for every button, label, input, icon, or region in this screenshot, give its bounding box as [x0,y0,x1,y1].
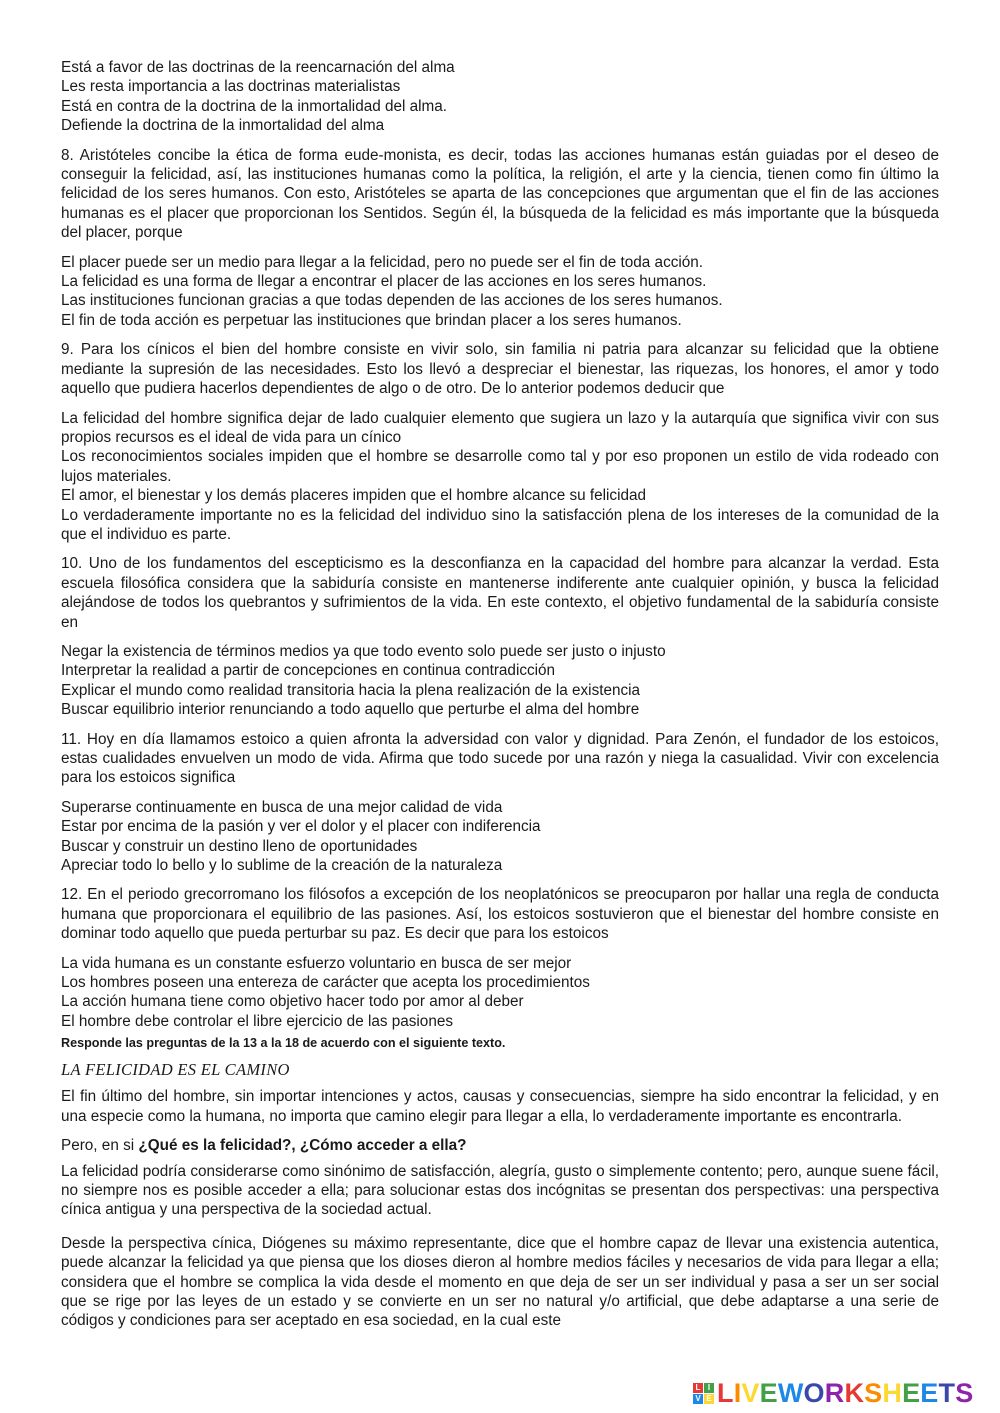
logo-square-letter: L [693,1383,703,1393]
option-d[interactable]: El fin de toda acción es perpetuar las instituciones que brindan placer a los seres humanos. [61,311,682,329]
option-b[interactable]: Los reconocimientos sociales impiden que el hombre se desarrolle como tal y por eso proponen un estilo de vida rodeado con lujos materiales. [61,448,939,485]
brand-letter: L [717,1377,734,1408]
reading-paragraph-1: El fin último del hombre, sin importar intenciones y actos, causas y consecuencias, siempre ha sido encontrar la felicidad, y en una especie como la humana, no importa que camino elegir para llegar a ella, lo verdaderamente importante es encontrarla. [61,1088,939,1125]
logo-square-letter: I [704,1383,714,1393]
option-d[interactable]: Lo verdaderamente importante no es la felicidad del individuo sino la satisfacción plena de los intereses de la comunidad de la que el individuo es parte. [61,506,939,543]
answer-options-q9 [61,409,939,545]
reading-question-line [61,1136,939,1155]
reading-paragraph-3: Desde la perspectiva cínica, Diógenes su máximo representante, dice que el hombre capaz de llevar una existencia autentica, puede alcanzar la felicidad ya que piensa que los dioses dieron al hombre medios fáciles y necesarios de vida para llegar a ella; considera que el hombre se complica la vida desde el momento en que deja de ser un ser individual y pasa a ser un ser social que se rige por las leyes de un estado y se convierte en un ser no natural y/o artificial, que debe adaptarse a una serie de códigos y condiciones para ser aceptado en esa sociedad, en la cual este [61,1234,939,1330]
brand-letter: I [733,1377,742,1408]
option-b[interactable]: Los hombres poseen una entereza de carácter que acepta los procedimientos [61,974,590,992]
brand-letter: K [844,1377,865,1408]
option-c[interactable]: Está en contra de la doctrina de la inmortalidad del alma. [61,97,448,115]
brand-letter: E [920,1377,939,1408]
answer-options-q10 [61,642,939,720]
option-b[interactable]: Les resta importancia a las doctrinas materialistas [61,78,401,96]
option-c[interactable]: Buscar y construir un destino lleno de oportunidades [61,837,418,855]
option-a[interactable]: La felicidad del hombre significa dejar de lado cualquier elemento que sugiera un lazo y la autarquía que significa vivir con sus propios recursos es el ideal de vida para un cínico [61,409,939,446]
question-11-text: 11. Hoy en día llamamos estoico a quien afronta la adversidad con valor y dignidad. Para Zenón, el fundador de los estoicos, estas cualidades envuelven un modo de vida. Afirma que todo sucede por una razón y niega la casualidad. Vivir con excelencia para los estoicos significa [61,730,939,787]
brand-letter: O [803,1377,825,1408]
reading-paragraph-2: La felicidad podría considerarse como sinónimo de satisfacción, alegría, gusto o simplemente contento; pero, aunque suene fácil, no siempre nos es posible acceder a ella; para solucionar estas dos incógnitas se presentan dos perspectivas: una perspectiva cínica antigua y una perspectiva de la sociedad actual. [61,1162,939,1219]
option-b[interactable]: Interpretar la realidad a partir de concepciones en continua contradicción [61,662,556,680]
brand-letter: E [902,1377,921,1408]
logo-square-letter: V [693,1394,703,1404]
brand-letter: W [777,1377,804,1408]
option-a[interactable]: Negar la existencia de términos medios ya que todo evento solo puede ser justo o injusto [61,642,666,660]
question-10-text: 10. Uno de los fundamentos del escepticismo es la desconfianza en la capacidad del hombre para alcanzar la verdad. Esta escuela filosófica considera que la sabiduría consiste en mantenerse indiferente ante cualquier opinión, y busca la felicidad alejándose de todos los quebrantos y sufrimientos de la vida. En este contexto, el objetivo fundamental de la sabiduría consiste en [61,555,939,631]
reading-question-prefix: Pero, en si [61,1137,139,1155]
answer-options-q8 [61,253,939,331]
reading-question-bold: ¿Qué es la felicidad?, ¿Cómo acceder a ella? [138,1137,467,1155]
reading-title: LA FELICIDAD ES EL CAMINO [61,1060,290,1080]
option-a[interactable]: La vida humana es un constante esfuerzo voluntario en busca de ser mejor [61,954,572,972]
brand-letter: R [824,1377,845,1408]
question-8-text: 8. Aristóteles concibe la ética de forma eude-monista, es decir, todas las acciones humanas están guiadas por el deseo de conseguir la felicidad, así, las instituciones humanas como la política, la religión, el arte y la ciencia, tienen como fin último la felicidad de los seres humanos. Con esto, Aristóteles se aparta de las concepciones que argumentan que el fin de las acciones humanas es el placer que proporcionan los Sentidos. Según él, la búsqueda de la felicidad es más importante que la búsqueda del placer, porque [61,146,939,242]
option-d[interactable]: El hombre debe controlar el libre ejercicio de las pasiones [61,1012,453,1030]
logo-square-icon [693,1383,714,1404]
reading-instruction: Responde las preguntas de la 13 a la 18 de acuerdo con el siguiente texto. [61,1036,506,1051]
option-d[interactable]: Buscar equilibrio interior renunciando a todo aquello que perturbe el alma del hombre [61,701,640,719]
option-c[interactable]: La acción humana tiene como objetivo hacer todo por amor al deber [61,993,524,1011]
brand-wordmark [717,1378,973,1409]
answer-options-q12 [61,954,939,1032]
brand-letter: T [938,1377,956,1408]
option-d[interactable]: Apreciar todo lo bello y lo sublime de la creación de la naturaleza [61,857,503,875]
option-c[interactable]: El amor, el bienestar y los demás placeres impiden que el hombre alcance su felicidad [61,487,646,505]
option-a[interactable]: Está a favor de las doctrinas de la reencarnación del alma [61,59,455,76]
option-d[interactable]: Defiende la doctrina de la inmortalidad del alma [61,117,385,135]
brand-letter: S [864,1377,883,1408]
worksheet-page [61,58,939,1341]
option-c[interactable]: Explicar el mundo como realidad transitoria hacia la plena realización de la existencia [61,681,641,699]
brand-letter: H [882,1377,903,1408]
option-b[interactable]: La felicidad es una forma de llegar a encontrar el placer de las acciones en los seres humanos. [61,273,707,291]
answer-options-q11 [61,798,939,876]
brand-letter: S [955,1377,974,1408]
logo-square-letter: E [704,1394,714,1404]
option-c[interactable]: Las instituciones funcionan gracias a que todas dependen de las acciones de los seres humanos. [61,292,723,310]
option-b[interactable]: Estar por encima de la pasión y ver el dolor y el placer con indiferencia [61,818,541,836]
brand-letter: E [759,1377,778,1408]
answer-options-q7 [61,58,939,136]
option-a[interactable]: El placer puede ser un medio para llegar a la felicidad, pero no puede ser el fin de toda acción. [61,253,704,271]
brand-letter: V [741,1377,760,1408]
option-a[interactable]: Superarse continuamente en busca de una mejor calidad de vida [61,798,503,816]
question-12-text: 12. En el periodo grecorromano los filósofos a excepción de los neoplatónicos se preocuparon por hallar una regla de conducta humana que proporcionara el equilibrio de las pasiones. Así, los estoicos sostuvieron que el bienestar del hombre consiste en dominar todo aquello que pueda perturbar su paz. Es decir que para los estoicos [61,886,939,943]
question-9-text: 9. Para los cínicos el bien del hombre consiste en vivir solo, sin familia ni patria para alcanzar su felicidad que la obtiene mediante la supresión de las necesidades. Esto los llevó a despreciar el bienestar, las riquezas, los honores, el amor y todo aquello que pudiera hacerlos dependientes de algo o de otro. De lo anterior podemos deducir que [61,341,939,398]
liveworksheets-logo [693,1379,973,1407]
